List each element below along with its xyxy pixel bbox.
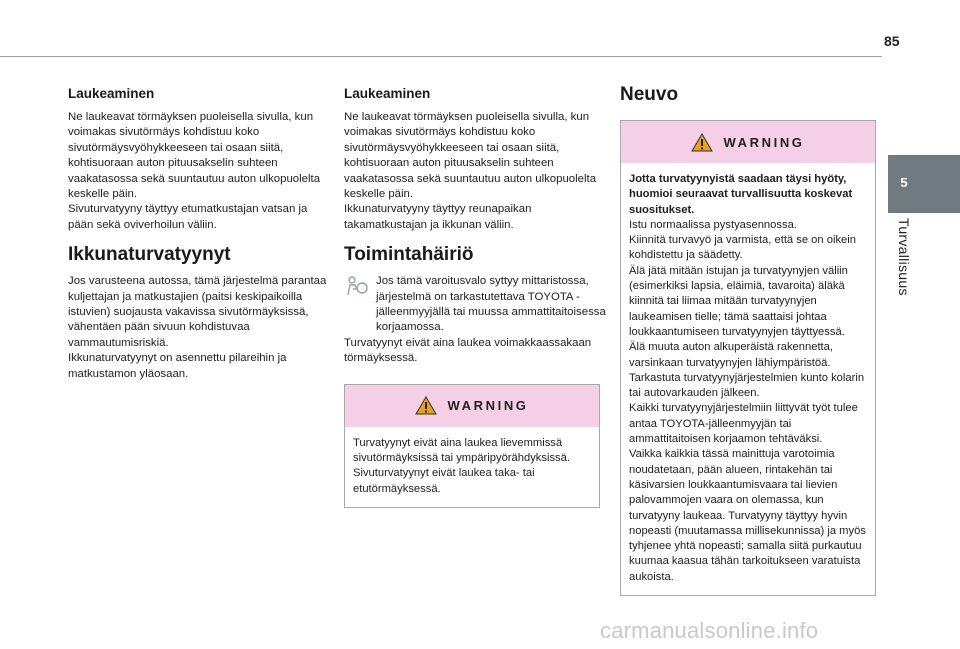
- warning-header: [621, 121, 875, 163]
- section-heading: Toimintahäiriö: [344, 244, 474, 266]
- paragraph: Turvatyynyt eivät aina laukea lievemmissä sivutörmäyksissä tai ympäripyörähdyksissä.: [353, 436, 570, 464]
- paragraph: Turvatyynyt eivät aina laukea voimakkaassakaan törmäyksessä.: [344, 336, 592, 365]
- paragraph: Tarkastuta turvatyynyjärjestelmien kunto kolarin tai autovarkauden jälkeen.: [629, 371, 865, 400]
- paragraph: Kaikki turvatyynyjärjestelmiin liittyvät työt tulee antaa TOYOTA-jälleenmyyjän tai ammattitaitoisen korjaamon tehtäväksi.: [629, 402, 858, 446]
- warning-header: [345, 385, 599, 427]
- malfunction-note: [344, 274, 606, 336]
- warning-body: [621, 163, 875, 595]
- warning-title: WARNING: [723, 134, 805, 150]
- section-heading: Ikkunaturvatyynyt: [68, 244, 231, 266]
- warning-body: [345, 427, 599, 507]
- chapter-number: 5: [900, 175, 908, 190]
- section-heading: Laukeaminen: [68, 86, 155, 101]
- paragraph: Älä muuta auton alkuperäistä rakennetta, varsinkaan turvatyynyjen lähiympäristöä.: [629, 341, 833, 369]
- paragraph: Ne laukeavat törmäyksen puoleisella sivulla, kun voimakas sivutörmäys kohdistuu koko sivutörmäysvyöhykkeeseen tai osaan siitä, kohtisuoraan auton pituusakselin suhteen vaakatasossa sekä suuntautuu auton ulkopuolelta keskelle päin.: [68, 111, 321, 201]
- page-number: 85: [884, 33, 900, 49]
- warning-box: [344, 384, 600, 508]
- paragraph: Ne laukeavat törmäyksen puoleisella sivulla, kun voimakas sivutörmäys kohdistuu koko sivutörmäysvyöhykkeeseen tai osaan siitä, kohtisuoraan auton pituusakselin suhteen vaakatasossa sekä suuntautuu auton ulkopuolelta keskelle päin.: [344, 111, 597, 201]
- paragraph: Sivuturvatyyny täyttyy etumatkustajan vatsan ja pään sekä oviverhoilun väliin.: [68, 203, 308, 231]
- warning-lead: Jotta turvatyynyistä saadaan täysi hyöty, huomioi seuraavat turvallisuutta koskevat suositukset.: [629, 173, 853, 216]
- warning-title: WARNING: [447, 398, 529, 414]
- watermark: carmanualsonline.info: [600, 618, 819, 643]
- section-heading: Laukeaminen: [344, 86, 431, 101]
- chapter-title: Turvallisuus: [896, 218, 912, 296]
- column-middle: [344, 86, 606, 508]
- section-heading: Neuvo: [620, 84, 679, 105]
- column-left: [68, 86, 330, 382]
- airbag-warning-icon: [344, 274, 370, 336]
- paragraph: Sivuturvatyynyt eivät laukea taka- tai etutörmäyksessä.: [353, 467, 535, 495]
- column-right: [620, 84, 882, 596]
- paragraph: Älä jätä mitään istujan ja turvatyynyjen väliin (esimerkiksi lapsia, eläimiä, tavaroita) äläkä kiinnitä tai liimaa mitään turvatyynyjen laukeamisen tielle; tämä saattaisi johtaa loukkaantumiseen turvatyynyjen täyttyessä.: [629, 264, 848, 338]
- paragraph: Jos tämä varoitusvalo syttyy mittaristossa, järjestelmä on tarkastutettava TOYOTA -jälleenmyyjällä tai muussa ammattitaitoisessa korjaamossa.: [376, 275, 606, 334]
- warning-triangle-icon: [415, 396, 437, 415]
- paragraph: Vaikka kaikkia tässä mainittuja varotoimia noudatetaan, pään alueen, rintakehän tai käsivarsien loukkaantumisvaara tai lievien palovammojen vaara on olemassa, kun turvatyyny laukeaa. Turvatyyny täyttyy hyvin nopeasti (muutamassa millisekunnissa) ja myös tyhjenee yhtä nopeasti; samalla siitä purkautuu kuumaa kaasua tähän tarkoitukseen varatuista aukoista.: [629, 448, 866, 583]
- paragraph: Ikkunaturvatyyny täyttyy reunapaikan takamatkustajan ja ikkunan väliin.: [344, 203, 532, 231]
- header-rule: [0, 56, 882, 57]
- paragraph: Kiinnitä turvavyö ja varmista, että se on oikein kohdistettu ja säädetty.: [629, 234, 856, 262]
- paragraph: Istu normaalissa pystyasennossa.: [629, 218, 797, 231]
- paragraph: Ikkunaturvatyynyt on asennettu pilareihin ja matkustamon yläosaan.: [68, 352, 287, 380]
- paragraph: Jos varusteena autossa, tämä järjestelmä parantaa kuljettajan ja matkustajien (paitsi keskipaikoilla istuvien) suojausta vakavissa sivutörmäyksissä, vähentäen pään sivuun kohdistuvaa vammautumisriskiä.: [68, 275, 327, 349]
- warning-box: [620, 120, 876, 596]
- warning-triangle-icon: [691, 133, 713, 152]
